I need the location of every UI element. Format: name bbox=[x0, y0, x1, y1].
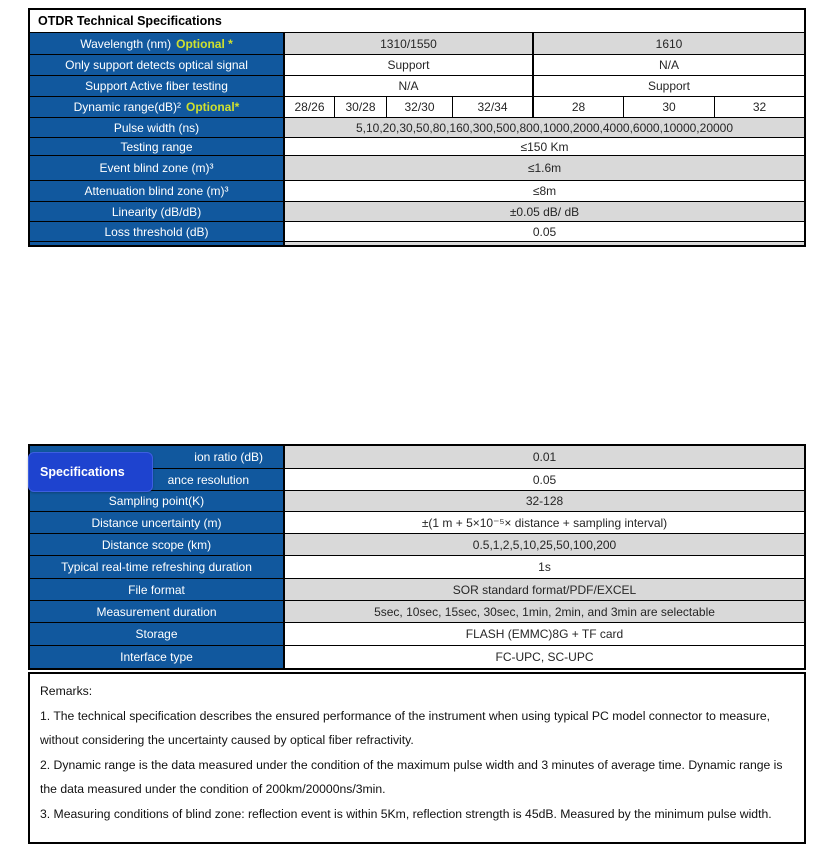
row-label: Measurement duration bbox=[30, 601, 285, 622]
row-interface-type bbox=[30, 645, 804, 668]
row-detect-optical-signal bbox=[30, 54, 804, 75]
row-label: Storage bbox=[30, 623, 285, 645]
row-value: 5sec, 10sec, 15sec, 30sec, 1min, 2min, and 3min are selectable bbox=[285, 601, 804, 622]
row-wavelength bbox=[30, 32, 804, 54]
remarks-heading: Remarks: bbox=[40, 684, 93, 698]
row-label: Distance scope (km) bbox=[30, 534, 285, 555]
row-sampling-point bbox=[30, 490, 804, 511]
row-label: Distance uncertainty (m) bbox=[30, 512, 285, 533]
row-label: Loss threshold (dB) bbox=[30, 222, 285, 241]
row-active-fiber-testing bbox=[30, 75, 804, 96]
specifications-button[interactable] bbox=[28, 452, 153, 492]
row-value: 0.5,1,2,5,10,25,50,100,200 bbox=[285, 534, 804, 555]
row-storage bbox=[30, 622, 804, 645]
row-value: 1s bbox=[285, 556, 804, 578]
row-value: ±(1 m + 5×10⁻⁵× distance + sampling interval) bbox=[285, 512, 804, 533]
row-label: Attenuation blind zone (m)³ bbox=[30, 181, 285, 201]
row-value: 0.05 bbox=[285, 222, 804, 241]
row-value: 32-128 bbox=[285, 491, 804, 511]
row-value: N/A bbox=[532, 55, 804, 75]
row-value: 1310/1550 bbox=[285, 33, 532, 54]
row-label: Wavelength (nm) Optional * bbox=[30, 33, 285, 54]
row-label: Only support detects optical signal bbox=[30, 55, 285, 75]
row-label: Support Active fiber testing bbox=[30, 76, 285, 96]
row-file-format bbox=[30, 578, 804, 600]
row-label: Typical real-time refreshing duration bbox=[30, 556, 285, 578]
row-label: Event blind zone (m)³ bbox=[30, 156, 285, 180]
otdr-spec-table-top bbox=[28, 8, 806, 247]
row-value: Support bbox=[532, 76, 804, 96]
row-value: 32/30 bbox=[386, 97, 452, 117]
row-value: ±0.05 dB/ dB bbox=[285, 202, 804, 221]
row-refresh-duration bbox=[30, 555, 804, 578]
row-testing-range bbox=[30, 137, 804, 155]
row-distance-scope bbox=[30, 533, 804, 555]
row-distance-uncertainty bbox=[30, 511, 804, 533]
row-value: FLASH (EMMC)8G + TF card bbox=[285, 623, 804, 645]
row-attenuation-blind-zone bbox=[30, 180, 804, 201]
row-label: Interface type bbox=[30, 646, 285, 668]
row-value: 32/34 bbox=[452, 97, 532, 117]
row-label: ance resolution bbox=[30, 469, 285, 490]
row-value: Support bbox=[285, 55, 532, 75]
row-value: SOR standard format/PDF/EXCEL bbox=[285, 579, 804, 600]
cutoff-row-sliver bbox=[30, 241, 804, 245]
row-pulse-width bbox=[30, 117, 804, 137]
row-label: ion ratio (dB) bbox=[30, 446, 285, 468]
row-dynamic-range bbox=[30, 96, 804, 117]
row-value: 30/28 bbox=[334, 97, 386, 117]
row-event-blind-zone bbox=[30, 155, 804, 180]
remarks-box bbox=[28, 672, 806, 844]
row-label: Sampling point(K) bbox=[30, 491, 285, 511]
row-value: ≤150 Km bbox=[285, 138, 804, 155]
optional-flag: Optional* bbox=[186, 100, 240, 114]
row-value: 0.05 bbox=[285, 469, 804, 490]
row-value: ≤1.6m bbox=[285, 156, 804, 180]
row-value: N/A bbox=[285, 76, 532, 96]
table-title: OTDR Technical Specifications bbox=[30, 10, 804, 32]
remark-item: 2. Dynamic range is the data measured under the condition of the maximum pulse width and 3 minutes of average time. Dynamic range is the data measured under the condition of 200km/20000ns/3min. bbox=[40, 757, 783, 796]
row-label: Pulse width (ns) bbox=[30, 118, 285, 137]
row-linearity bbox=[30, 201, 804, 221]
row-label: Linearity (dB/dB) bbox=[30, 202, 285, 221]
remark-item: 1. The technical specification describes the ensured performance of the instrument when using typical PC model connector to measure, without considering the uncertainty caused by optical fiber refractivity. bbox=[40, 708, 771, 747]
row-label: File format bbox=[30, 579, 285, 600]
row-value: FC-UPC, SC-UPC bbox=[285, 646, 804, 668]
row-value: 30 bbox=[623, 97, 714, 117]
row-measurement-duration bbox=[30, 600, 804, 622]
row-loss-threshold bbox=[30, 221, 804, 241]
optional-flag: Optional * bbox=[176, 36, 233, 51]
row-value: 28/26 bbox=[285, 97, 334, 117]
row-value: 1610 bbox=[532, 33, 804, 54]
row-value: 28 bbox=[532, 97, 623, 117]
row-value: 5,10,20,30,50,80,160,300,500,800,1000,2000,4000,6000,10000,20000 bbox=[285, 118, 804, 137]
row-label: Dynamic range(dB)² Optional* bbox=[30, 97, 285, 117]
remark-item: 3. Measuring conditions of blind zone: reflection event is within 5Km, reflection strength is 45dB. Measured by the minimum pulse width. bbox=[40, 806, 772, 821]
row-value: 0.01 bbox=[285, 446, 804, 468]
row-value: 32 bbox=[714, 97, 804, 117]
specifications-button-label: Specifications bbox=[40, 465, 125, 479]
row-label: Testing range bbox=[30, 138, 285, 155]
row-value: ≤8m bbox=[285, 181, 804, 201]
